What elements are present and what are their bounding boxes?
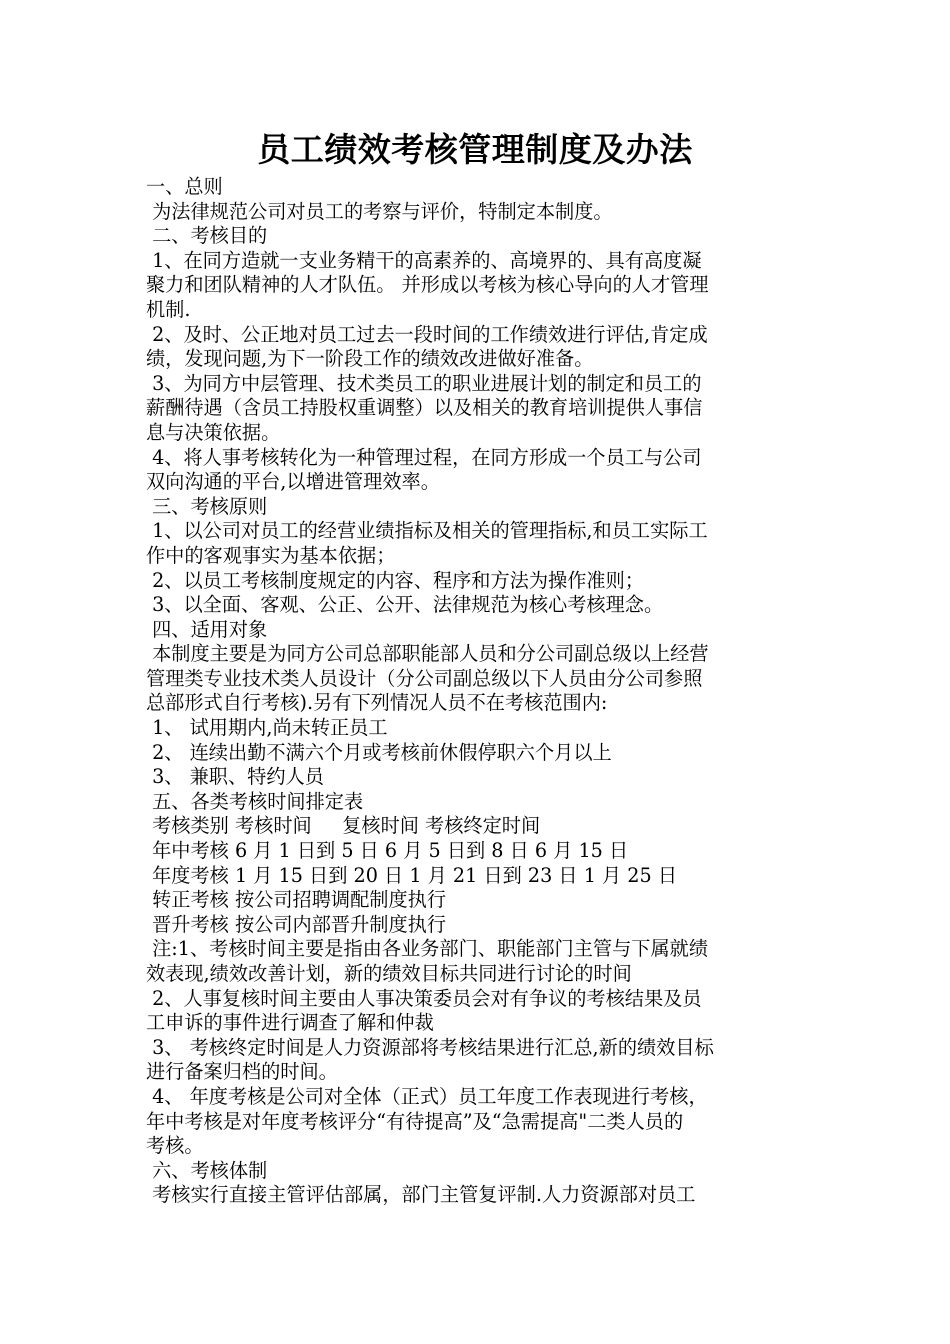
text-line: 双向沟通的平台,以增进管理效率。 [146, 470, 440, 494]
text-line: 转正考核 按公司招聘调配制度执行 [146, 888, 447, 912]
text-line: 1、在同方造就一支业务精干的高素养的、高境界的、具有高度凝 [146, 248, 702, 272]
text-line: 息与决策依据。 [146, 420, 281, 444]
text-line: 考核。 [146, 1134, 204, 1158]
text-line: 注:1、考核时间主要是指由各业务部门、职能部门主管与下属就绩 [146, 937, 709, 961]
text-line: 本制度主要是为同方公司总部职能部人员和分公司副总级以上经营 [146, 642, 709, 666]
text-line: 考核类别 考核时间 复核时间 考核终定时间 [146, 814, 541, 838]
text-line: 4、将人事考核转化为一种管理过程，在同方形成一个员工与公司 [146, 445, 702, 469]
text-line: 1、以公司对员工的经营业绩指标及相关的管理指标,和员工实际工 [146, 519, 708, 543]
text-line: 聚力和团队精神的人才队伍。 并形成以考核为核心导向的人才管理 [146, 273, 709, 297]
text-line: 2、 连续出勤不满六个月或考核前休假停职六个月以上 [146, 740, 612, 764]
text-line: 2、人事复核时间主要由人事决策委员会对有争议的考核结果及员 [146, 986, 702, 1010]
text-line: 3、 兼职、特约人员 [146, 765, 324, 789]
text-line: 一、总则 [146, 175, 223, 198]
document-title: 员工绩效考核管理制度及办法 [257, 130, 693, 169]
text-line: 进行备案归档的时间。 [146, 1060, 338, 1084]
text-line: 总部形式自行考核).另有下列情况人员不在考核范围内: [146, 691, 608, 715]
text-line: 3、为同方中层管理、技术类员工的职业进展计划的制定和员工的 [146, 371, 702, 395]
text-line: 3、 考核终定时间是人力资源部将考核结果进行汇总,新的绩效目标 [146, 1035, 714, 1059]
text-line: 2、及时、公正地对员工过去一段时间的工作绩效进行评估,肯定成 [146, 322, 708, 346]
text-line: 2、以员工考核制度规定的内容、程序和方法为操作准则； [146, 568, 644, 592]
text-line: 四、适用对象 [146, 617, 268, 641]
text-line: 薪酬待遇（含员工持股权重调整）以及相关的教育培训提供人事信 [146, 396, 703, 420]
text-line: 绩，发现问题,为下一阶段工作的绩效改进做好准备。 [146, 347, 594, 371]
text-line: 机制. [146, 297, 191, 321]
text-line: 六、考核体制 [146, 1158, 268, 1182]
text-line: 3、以全面、客观、公正、公开、法律规范为核心考核理念。 [146, 593, 664, 617]
text-line: 年度考核 1 月 15 日到 20 日 1 月 21 日到 23 日 1 月 25 日 [146, 863, 678, 887]
text-line: 管理类专业技术类人员设计（分公司副总级以下人员由分公司参照 [146, 666, 703, 690]
text-line: 考核实行直接主管评估部属，部门主管复评制.人力资源部对员工 [146, 1183, 696, 1207]
text-line: 晋升考核 按公司内部晋升制度执行 [146, 912, 447, 936]
document-body [146, 175, 810, 1208]
text-line: 4、 年度考核是公司对全体（正式）员工年度工作表现进行考核， [146, 1084, 708, 1108]
text-line: 为法律规范公司对员工的考察与评价，特制定本制度。 [146, 199, 613, 223]
text-line: 三、考核原则 [146, 494, 268, 518]
text-line: 年中考核 6 月 1 日到 5 日 6 月 5 日到 8 日 6 月 15 日 [146, 839, 629, 863]
text-line: 年中考核是对年度考核评分“有待提高”及“急需提高"二类人员的 [146, 1109, 684, 1133]
text-line: 1、 试用期内,尚未转正员工 [146, 716, 388, 740]
text-line: 五、各类考核时间排定表 [146, 789, 364, 813]
text-line: 工申诉的事件进行调查了解和仲裁 [146, 1011, 434, 1035]
text-line: 二、考核目的 [146, 224, 268, 248]
text-line: 效表现,绩效改善计划，新的绩效目标共同进行讨论的时间 [146, 962, 632, 985]
text-line: 作中的客观事实为基本依据； [146, 543, 396, 567]
